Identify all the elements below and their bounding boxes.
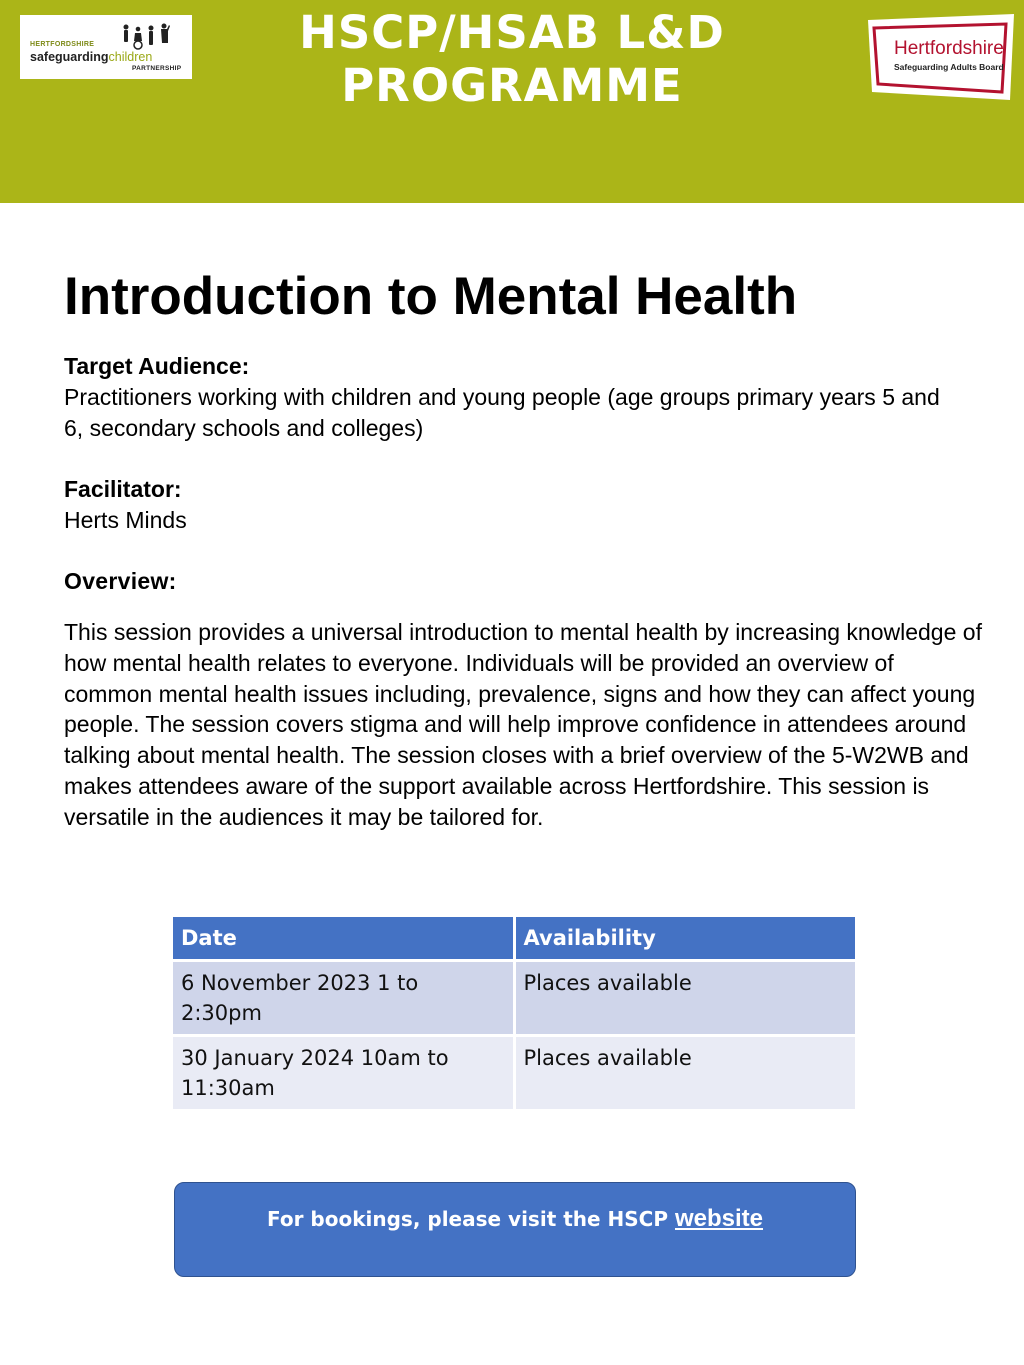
- hscp-logo-sub: PARTNERSHIP: [132, 65, 182, 72]
- hsab-logo-sub: Safeguarding Adults Board: [894, 62, 1004, 72]
- booking-text: For bookings, please visit the HSCP: [266, 1207, 675, 1231]
- table-row: [173, 1036, 855, 1110]
- facilitator-label: Facilitator:: [64, 476, 182, 502]
- hsab-logo: [866, 14, 1016, 102]
- hsab-logo-name: Hertfordshire: [894, 38, 1004, 59]
- session-date: 30 January 2024 10am to 11:30am: [173, 1036, 514, 1110]
- session-availability: Places available: [514, 961, 855, 1036]
- overview-text: This session provides a universal introduction to mental health by increasing knowledge of how mental health relates to everyone. Individuals will be provided an overview of common mental health issues including, prevalence, signs and how they can affect young people. The session covers stigma and will help improve confidence in attendees around talking about mental health. The session closes with a brief overview of the 5-W2WB and makes attendees aware of the support available across Hertfordshire. This session is versatile in the audiences it may be tailored for.: [64, 619, 982, 830]
- hscp-logo-small: HERTFORDSHIRE: [30, 41, 95, 48]
- target-audience-text: Practitioners working with children and young people (age groups primary years 5 and 6, secondary schools and colleges): [64, 384, 940, 441]
- hscp-logo-main: safeguardingchildren: [30, 50, 153, 64]
- date-column-header: Date: [173, 917, 514, 961]
- target-audience-label: Target Audience:: [64, 353, 250, 379]
- course-title: Introduction to Mental Health: [64, 267, 798, 326]
- session-availability: Places available: [514, 1036, 855, 1110]
- programme-title: HSCP/HSAB L&D PROGRAMME: [299, 6, 725, 112]
- sessions-table: [173, 917, 855, 1109]
- people-silhouettes-icon: [120, 23, 180, 51]
- session-date: 6 November 2023 1 to 2:30pm: [173, 961, 514, 1036]
- header-banner: [0, 0, 1024, 203]
- website-link[interactable]: website: [674, 1205, 764, 1232]
- availability-column-header: Availability: [514, 917, 855, 961]
- hscp-logo: [20, 15, 192, 79]
- facilitator-text: Herts Minds: [64, 507, 187, 533]
- overview-label: Overview:: [64, 568, 177, 594]
- table-header-row: [173, 917, 855, 961]
- booking-box: [174, 1182, 856, 1277]
- table-row: [173, 961, 855, 1036]
